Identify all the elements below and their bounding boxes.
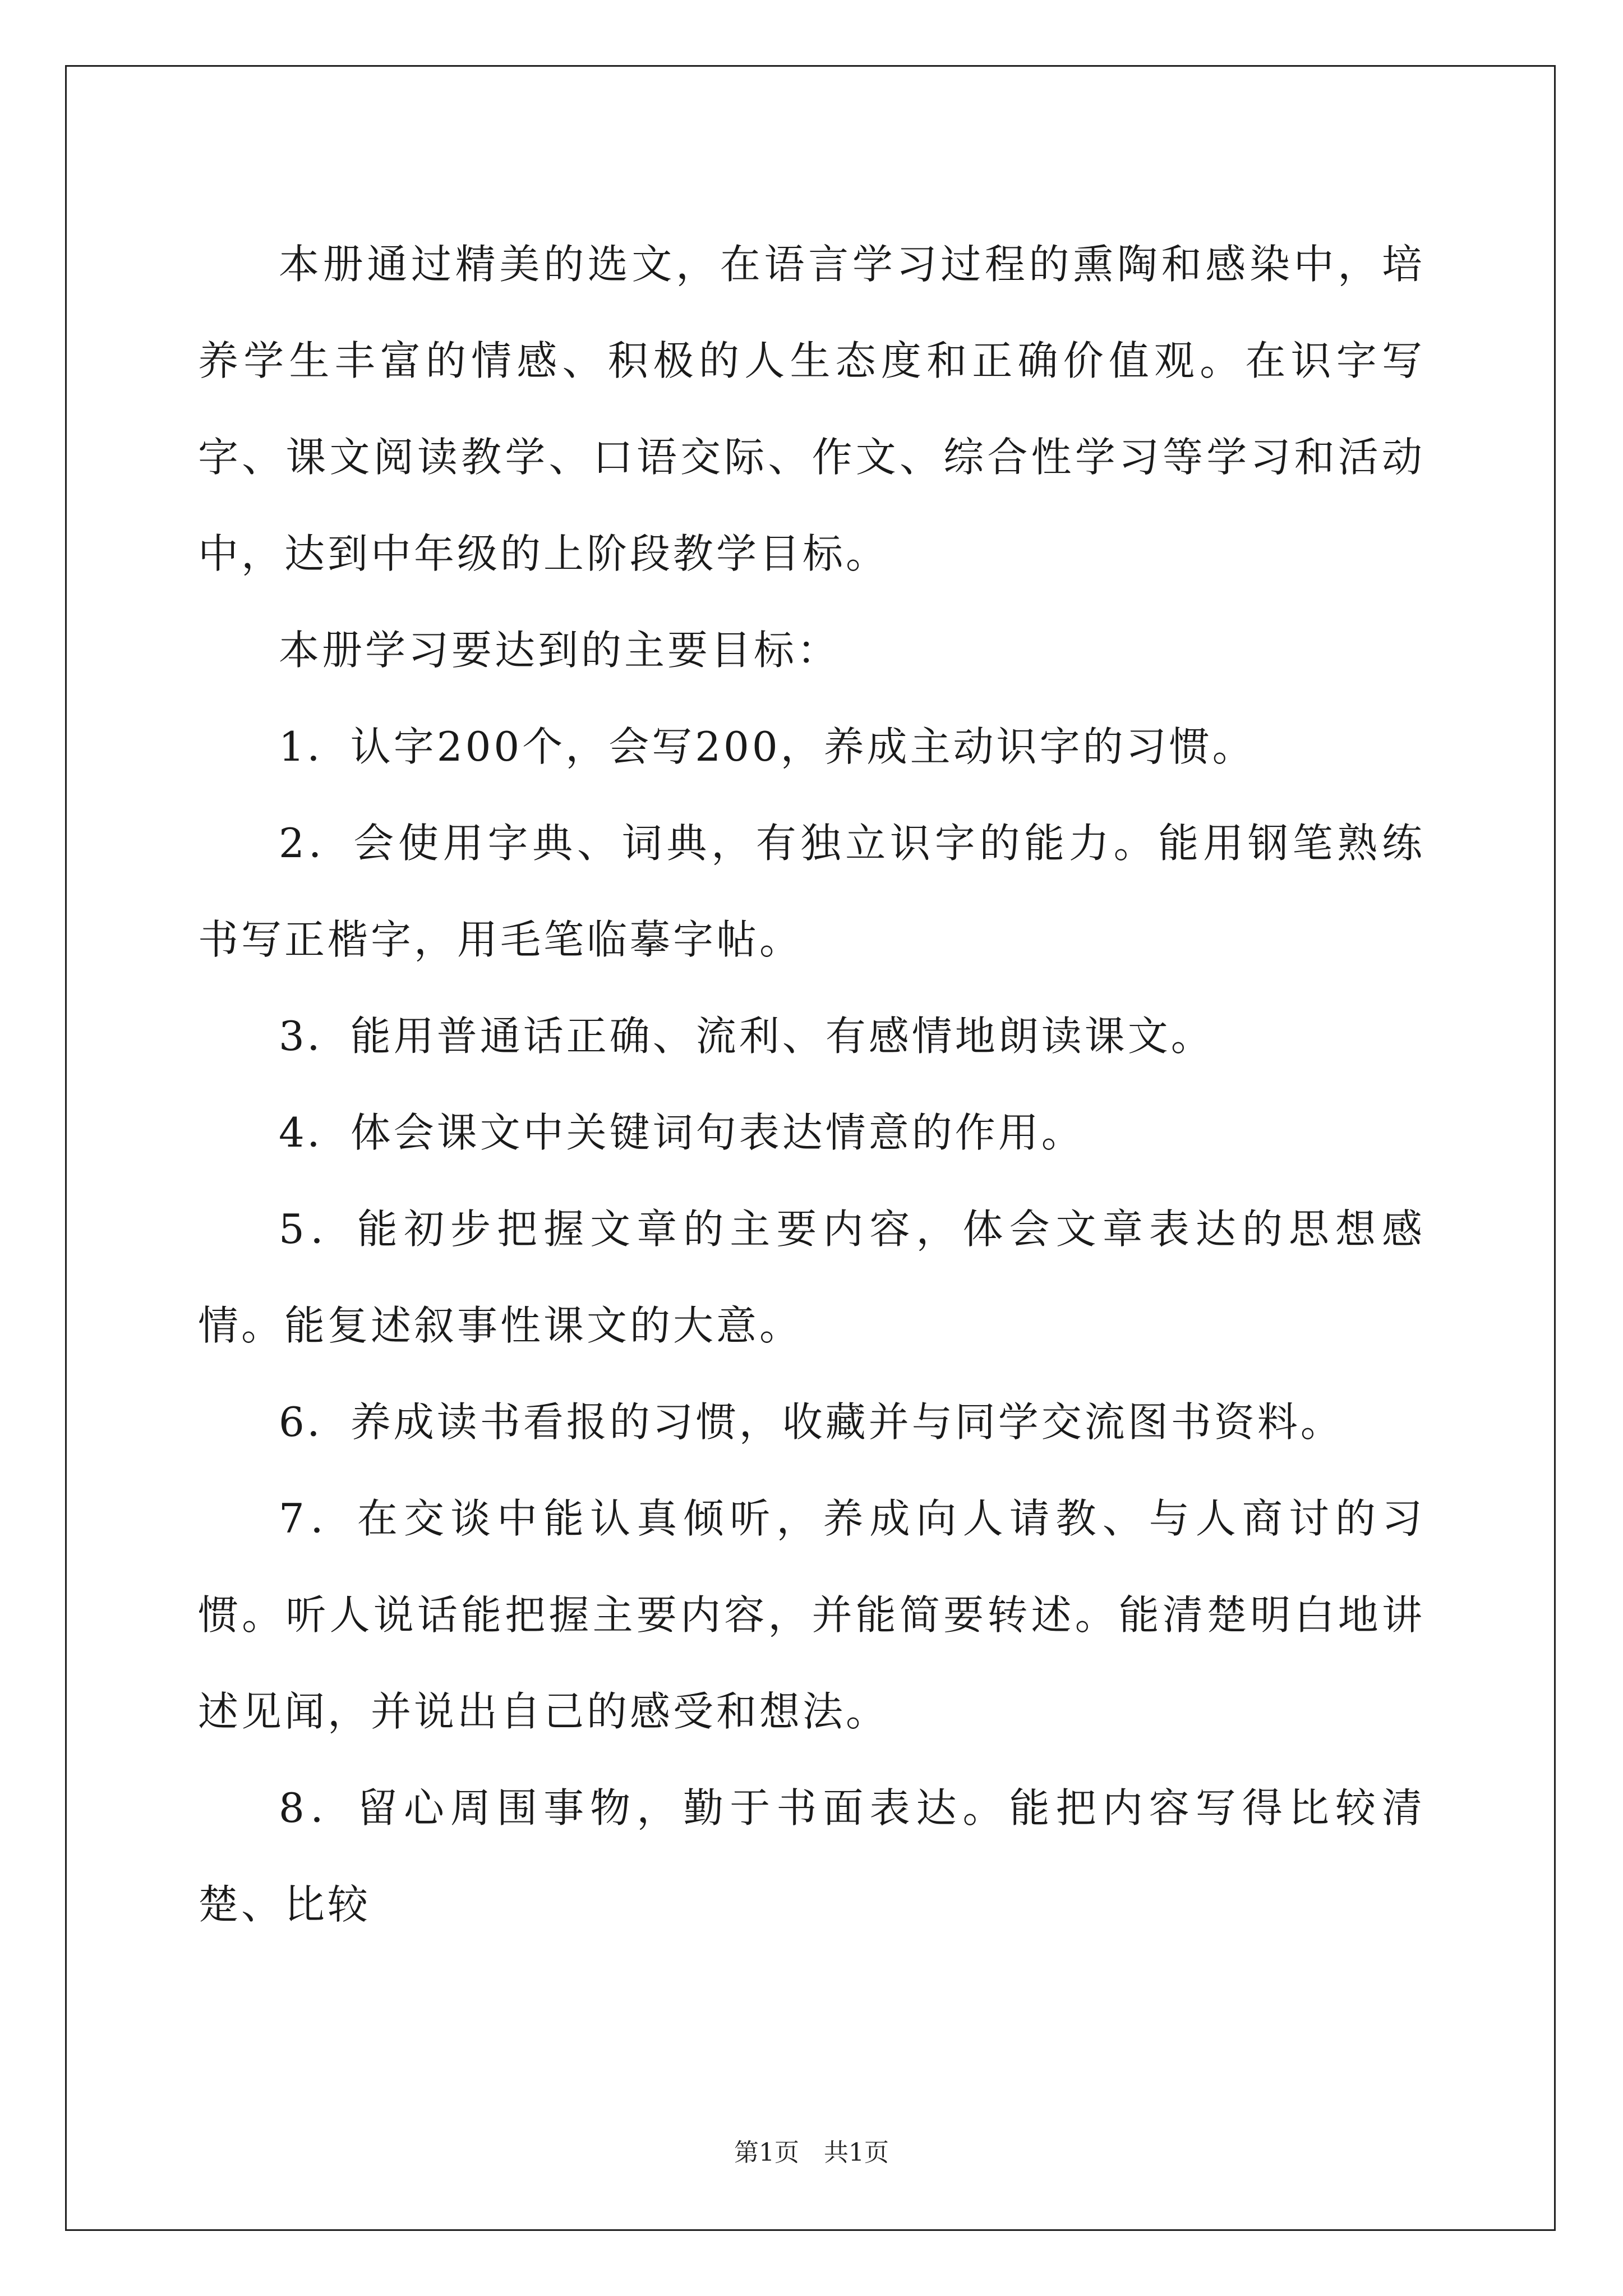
paragraph: 本册学习要达到的主要目标： [279, 627, 841, 674]
page-number: 第1页 共1页 [734, 2138, 889, 2167]
list-item: 5．能初步把握文章的主要内容，体会文章表达的思想感情。能复述叙事性课文的大意。 [198, 1205, 1425, 1349]
document-body [198, 216, 1425, 1953]
list-item: 2．会使用字典、词典，有独立识字的能力。能用钢笔熟练书写正楷字，用毛笔临摹字帖。 [198, 820, 1425, 963]
list-item: 1．认字200个，会写200，养成主动识字的习惯。 [279, 723, 1256, 770]
list-item: 7．在交谈中能认真倾听，养成向人请教、与人商讨的习惯。听人说话能把握主要内容，并能简要转述。能清楚明白地讲述见闻，并说出自己的感受和想法。 [198, 1495, 1425, 1735]
list-item: 4．体会课文中关键词句表达情意的作用。 [279, 1109, 1085, 1156]
list-item: 6．养成读书看报的习惯，收藏并与同学交流图书资料。 [279, 1398, 1344, 1446]
paragraph: 本册通过精美的选文，在语言学习过程的熏陶和感染中，培养学生丰富的情感、积极的人生态度和正确价值观。在识字写字、课文阅读教学、口语交际、作文、综合性学习等学习和活动中，达到中年级的上阶段教学目标。 [198, 241, 1425, 577]
list-item: 3．能用普通话正确、流利、有感情地朗读课文。 [279, 1013, 1214, 1060]
list-item: 8．留心周围事物，勤于书面表达。能把内容写得比较清楚、比较 [198, 1784, 1425, 1928]
